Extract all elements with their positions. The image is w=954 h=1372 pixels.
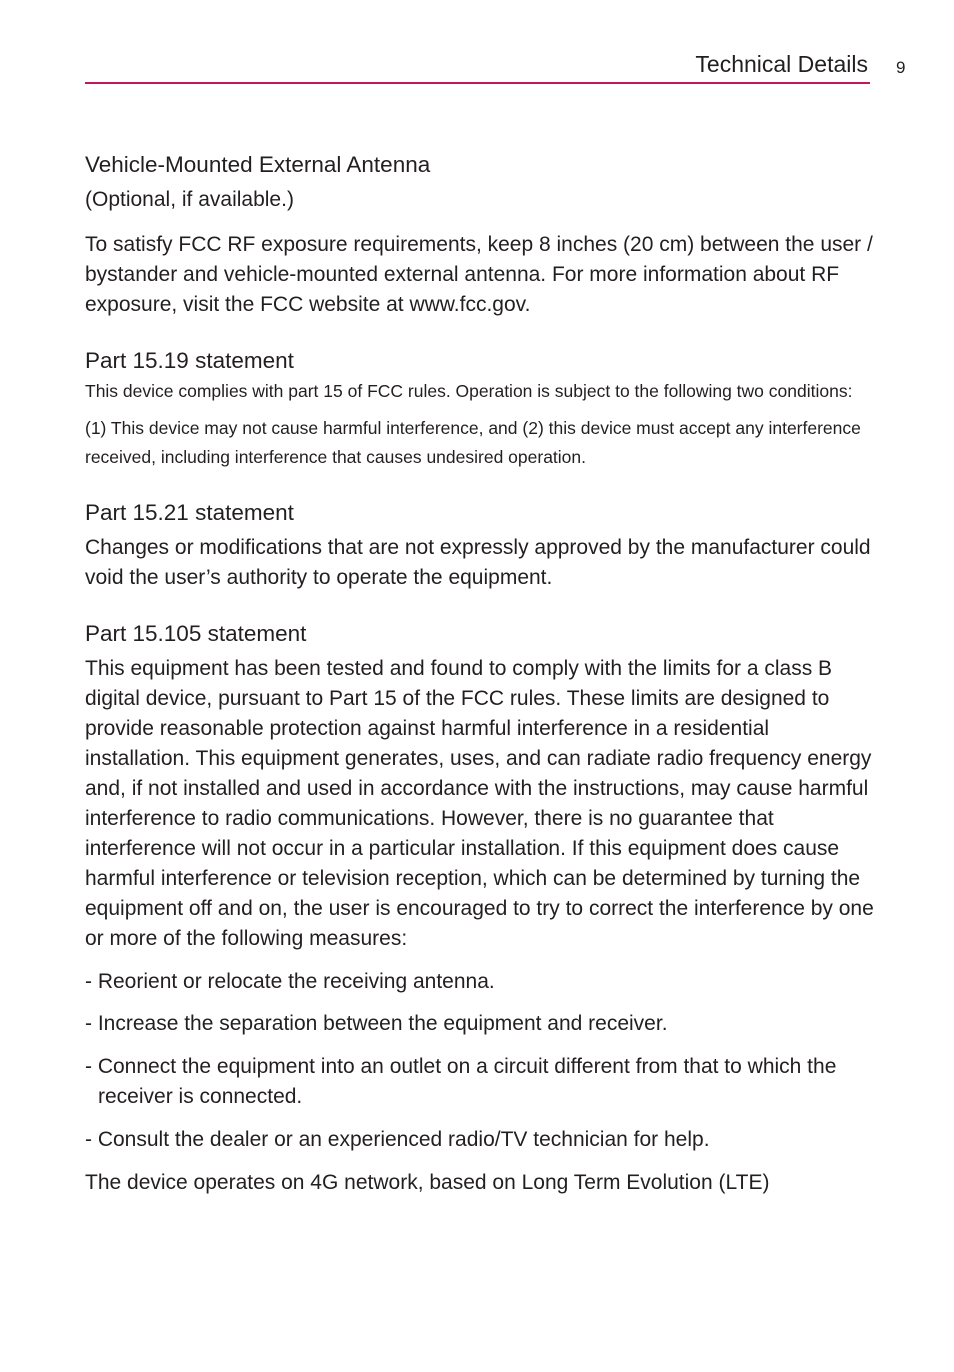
vehicle-antenna-paragraph: To satisfy FCC RF exposure requirements, keep 8 inches (20 cm) between the user / bystander and vehicle-mounted external antenna. For more information about RF exposure, visit the FCC website at www.fcc.gov. [85, 233, 873, 316]
part-15-19-paragraph: This device complies with part 15 of FCC rules. Operation is subject to the following two conditions: [85, 381, 853, 401]
vehicle-antenna-subtitle: (Optional, if available.) [85, 188, 294, 211]
list-item: - Connect the equipment into an outlet on a circuit different from that to which the receiver is connected. [85, 1055, 837, 1108]
page-number: 9 [896, 58, 906, 77]
page-header [85, 50, 870, 84]
heading-part-15-21: Part 15.21 statement [85, 500, 294, 525]
section-title: Technical Details [695, 51, 868, 77]
document-body [85, 150, 875, 1198]
list-item: - Reorient or relocate the receiving antenna. [85, 970, 495, 993]
heading-part-15-19: Part 15.19 statement [85, 348, 294, 373]
measures-list [85, 967, 875, 1155]
lte-statement: The device operates on 4G network, based on Long Term Evolution (LTE) [85, 1171, 770, 1194]
list-item: - Increase the separation between the equipment and receiver. [85, 1012, 668, 1035]
list-item: - Consult the dealer or an experienced radio/TV technician for help. [85, 1128, 710, 1151]
part-15-21-paragraph: Changes or modifications that are not expressly approved by the manufacturer could void the user’s authority to operate the equipment. [85, 536, 871, 589]
heading-part-15-105: Part 15.105 statement [85, 621, 307, 646]
part-15-105-paragraph: This equipment has been tested and found to comply with the limits for a class B digital device, pursuant to Part 15 of the FCC rules. These limits are designed to provide reasonable protection against harmful interference in a residential installation. This equipment generates, uses, and can radiate radio frequency energy and, if not installed and used in accordance with the instructions, may cause harmful interference to radio communications. However, there is no guarantee that interference will not occur in a particular installation. If this equipment does cause harmful interference or television reception, which can be determined by turning the equipment off and on, the user is encouraged to try to correct the interference by one or more of the following measures: [85, 657, 874, 950]
heading-vehicle-antenna: Vehicle-Mounted External Antenna [85, 152, 431, 177]
part-15-19-conditions: (1) This device may not cause harmful interference, and (2) this device must accept any interference received, including interference that causes undesired operation. [85, 418, 861, 467]
